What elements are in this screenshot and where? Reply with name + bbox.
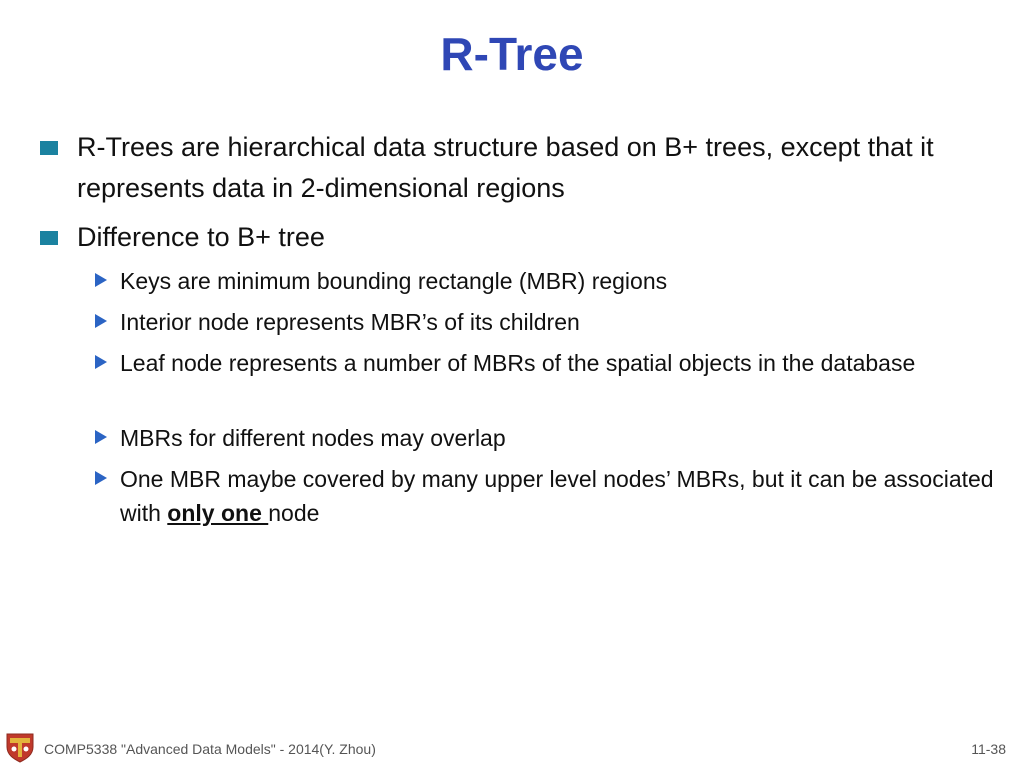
sub-bullet-text-end: node (268, 500, 320, 526)
square-bullet-icon (40, 141, 58, 155)
sub-bullet-item (120, 305, 1000, 339)
triangle-bullet-icon (95, 471, 107, 485)
sub-bullet-text: Keys are minimum bounding rectangle (MBR) regions (120, 268, 668, 294)
sub-bullet-text: Interior node represents MBR’s of its children (120, 309, 580, 335)
bullet-text: Difference to B+ tree (77, 222, 325, 252)
sub-bullet-item (120, 462, 1000, 530)
sub-bullet-item (120, 264, 1000, 298)
sub-bullet-item (120, 421, 1000, 455)
bullet-item (77, 127, 977, 209)
bullet-text: R-Trees are hierarchical data structure based on B+ trees, except that it represents data in 2-dimensional regions (77, 132, 934, 203)
square-bullet-icon (40, 231, 58, 245)
triangle-bullet-icon (95, 314, 107, 328)
footer-page-number: 11-38 (971, 741, 1006, 757)
university-crest-icon (4, 731, 36, 763)
triangle-bullet-icon (95, 430, 107, 444)
sub-bullet-text: MBRs for different nodes may overlap (120, 425, 506, 451)
triangle-bullet-icon (95, 355, 107, 369)
bullet-item (77, 217, 977, 258)
sub-bullet-item (120, 346, 1000, 380)
sub-bullet-text (120, 466, 994, 526)
emphasis-text: only one (167, 500, 269, 526)
footer-course: COMP5338 "Advanced Data Models" - 2014(Y. Zhou) (44, 741, 376, 757)
triangle-bullet-icon (95, 273, 107, 287)
sub-bullet-text: Leaf node represents a number of MBRs of the spatial objects in the database (120, 350, 916, 376)
sub-bullet-text-start: One MBR maybe covered by many upper level nodes’ MBRs, but it can be associated with (120, 466, 994, 526)
slide-title: R-Tree (440, 28, 584, 80)
